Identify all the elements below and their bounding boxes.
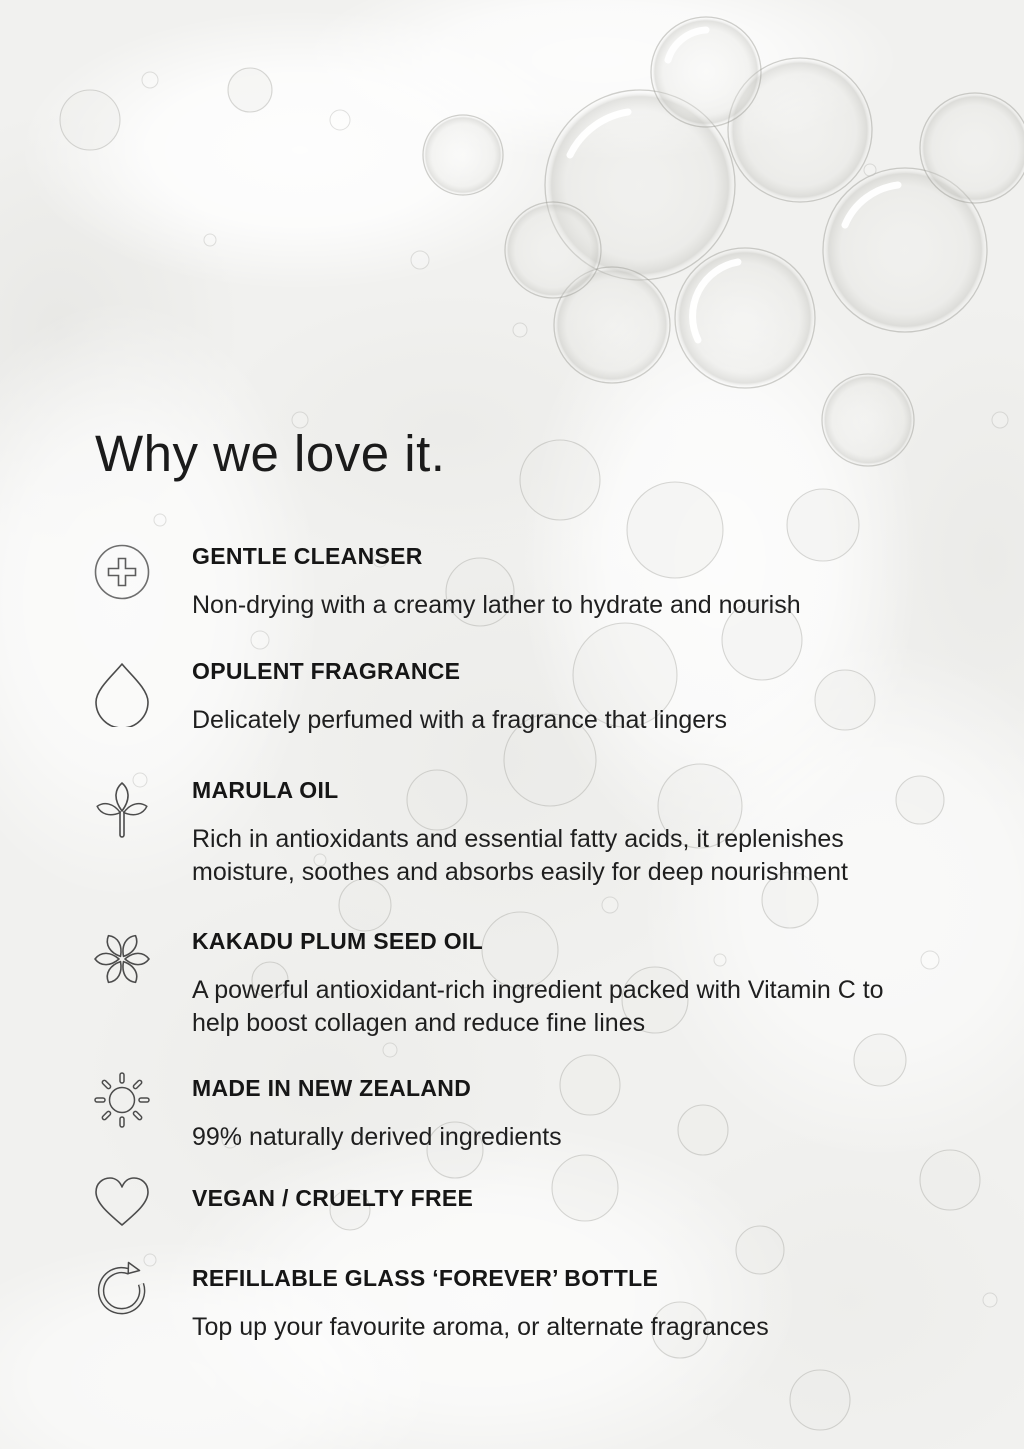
refresh-icon [90, 1259, 154, 1323]
feature-title: GENTLE CLEANSER [192, 543, 423, 569]
feature-item [192, 543, 950, 622]
flower-icon [90, 927, 154, 991]
sprout-icon [90, 778, 154, 842]
feature-item [192, 1075, 950, 1154]
feature-description: 99% naturally derived ingredients [192, 1123, 562, 1151]
feature-item [192, 1265, 950, 1344]
page-title: Why we love it. [95, 425, 446, 482]
feature-title: OPULENT FRAGRANCE [192, 658, 461, 684]
feature-item [192, 777, 950, 889]
feature-description: A powerful antioxidant-rich ingredient packed with Vitamin C to help boost collagen and reduce fine lines [192, 976, 884, 1037]
feature-item [192, 928, 950, 1040]
feature-description: Non-drying with a creamy lather to hydrate and nourish [192, 591, 801, 619]
heart-icon [90, 1169, 154, 1233]
feature-item [192, 1185, 950, 1211]
feature-description: Top up your favourite aroma, or alternate fragrances [192, 1313, 769, 1341]
feature-item [192, 658, 950, 737]
feature-title: KAKADU PLUM SEED OIL [192, 928, 483, 954]
feature-title: MADE IN NEW ZEALAND [192, 1075, 472, 1101]
sun-icon [90, 1068, 154, 1132]
feature-title: MARULA OIL [192, 777, 339, 803]
feature-description: Delicately perfumed with a fragrance that lingers [192, 706, 727, 734]
droplet-icon [90, 663, 154, 727]
feature-description: Rich in antioxidants and essential fatty acids, it replenishes moisture, soothes and absorbs easily for deep nourishment [192, 825, 848, 886]
plus-circle-icon [90, 540, 154, 604]
feature-title: REFILLABLE GLASS ‘FOREVER’ BOTTLE [192, 1265, 659, 1291]
feature-title: VEGAN / CRUELTY FREE [192, 1185, 474, 1211]
